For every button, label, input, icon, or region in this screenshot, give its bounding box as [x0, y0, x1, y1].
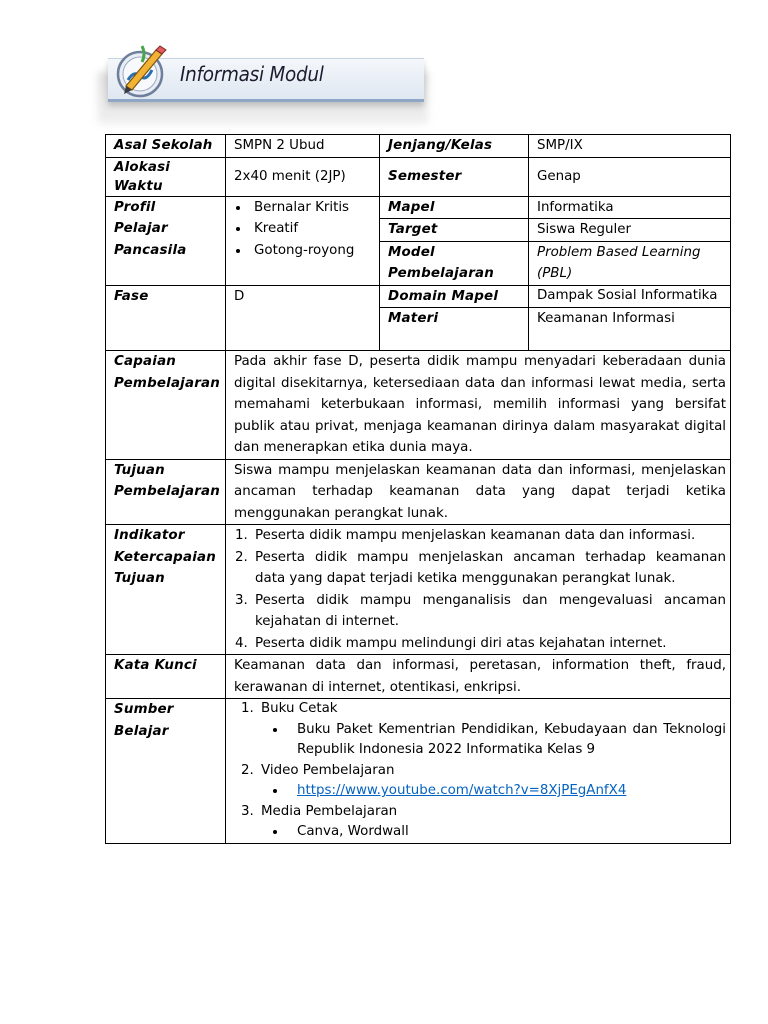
video-link[interactable]: https://www.youtube.com/watch?v=8XjPEgAnfX4 [297, 783, 627, 798]
list-item [258, 699, 726, 761]
jenjang-value: SMP/IX [529, 135, 731, 158]
table-row [106, 196, 731, 219]
profil-label [106, 196, 226, 285]
jenjang-label: Jenjang/Kelas [380, 135, 529, 158]
alokasi-label: Alokasi Waktu [106, 157, 226, 196]
tujuan-value: Siswa mampu menjelaskan keamanan data dan informasi, menjelaskan ancaman terhadap keamanan data yang dapat terjadi ketika menggunakan perangkat lunak. [226, 459, 731, 525]
mapel-label: Mapel [380, 196, 529, 219]
alokasi-value: 2x40 menit (2JP) [226, 157, 380, 196]
sumber-value [226, 699, 731, 844]
list-item: • Kreatif [250, 218, 375, 240]
materi-label: Materi [380, 308, 529, 351]
table-row [106, 655, 731, 699]
list-item: 1. Peserta didik mampu menjelaskan keamanan data dan informasi. [252, 525, 726, 547]
indikator-label: Indikator Ketercapaian Tujuan [106, 525, 226, 655]
mapel-value: Informatika [529, 196, 731, 219]
list-item: • Bernalar Kritis [250, 197, 375, 219]
list-item [258, 802, 726, 843]
semester-value: Genap [529, 157, 731, 196]
table-row [106, 157, 731, 196]
profil-label-text: Profil Pelajar Pancasila [114, 199, 187, 258]
page-title: Informasi Modul [180, 62, 324, 86]
table-row [106, 459, 731, 525]
table-row [106, 699, 731, 844]
list-item: 2. Peserta didik mampu menjelaskan ancaman terhadap keamanan data yang dapat terjadi ketika menggunakan perangkat lunak. [252, 547, 726, 590]
source-entry: • Buku Paket Kementrian Pendidikan, Kebudayaan dan Teknologi Republik Indonesia 2022 Informatika Kelas 9 [287, 720, 726, 761]
asal-sekolah-label: Asal Sekolah [106, 135, 226, 158]
sumber-label: Sumber Belajar [106, 699, 226, 844]
table-row [106, 351, 731, 460]
pen-writing-icon [112, 42, 174, 100]
module-info-table [105, 134, 731, 844]
model-value: Problem Based Learning (PBL) [529, 241, 731, 285]
target-label: Target [380, 219, 529, 242]
list-item: 4. Peserta didik mampu melindungi diri atas kejahatan internet. [252, 633, 726, 655]
table-row [106, 285, 731, 308]
capaian-value: Pada akhir fase D, peserta didik mampu menyadari keberadaan dunia digital disekitarnya, ketersediaan data dan informasi lewat media, serta memahami keterbukaan informasi, memilih informasi yang bersifat publik atau privat, menjaga keamanan dirinya dalam masyarakat digital dan menerapkan etika dunia maya. [226, 351, 731, 460]
kata-kunci-label: Kata Kunci [106, 655, 226, 699]
list-item: 3. Peserta didik mampu menganalisis dan mengevaluasi ancaman kejahatan di internet. [252, 590, 726, 633]
table-row [106, 525, 731, 655]
source-title: Buku Cetak [261, 701, 338, 716]
fase-value: D [226, 285, 380, 351]
source-entry: • Canva, Wordwall [287, 822, 726, 843]
fase-label: Fase [106, 285, 226, 351]
source-entry [287, 781, 726, 802]
table-row [106, 135, 731, 158]
domain-value: Dampak Sosial Informatika [529, 285, 731, 308]
list-item: • Gotong-royong [250, 240, 375, 262]
domain-label: Domain Mapel [380, 285, 529, 308]
capaian-label: Capaian Pembelajaran [106, 351, 226, 460]
source-title: Media Pembelajaran [261, 803, 398, 819]
materi-value: Keamanan Informasi [529, 308, 731, 351]
list-item [258, 761, 726, 802]
semester-label: Semester [380, 157, 529, 196]
model-label: Model Pembelajaran [380, 241, 529, 285]
tujuan-label: Tujuan Pembelajaran [106, 459, 226, 525]
kata-kunci-value: Keamanan data dan informasi, peretasan, information theft, fraud, kerawanan di internet, otentikasi, enkripsi. [226, 655, 731, 699]
source-title: Video Pembelajaran [261, 762, 395, 778]
target-value: Siswa Reguler [529, 219, 731, 242]
asal-sekolah-value: SMPN 2 Ubud [226, 135, 380, 158]
indikator-value [226, 525, 731, 655]
profil-value [226, 196, 380, 285]
